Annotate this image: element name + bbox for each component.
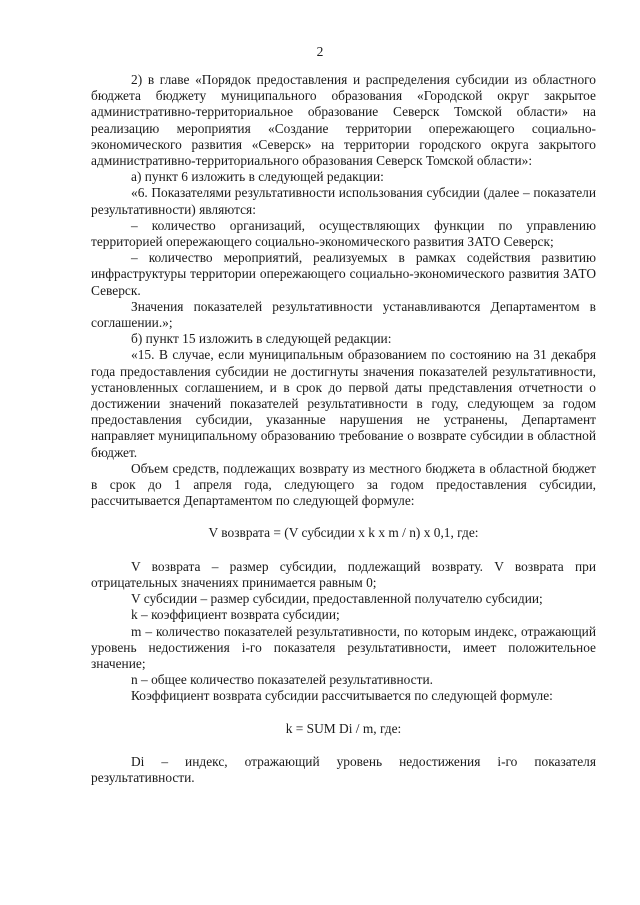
paragraph-indicator-organizations: – количество организаций, осуществляющих функции по управлению территорией опережающего социально-экономического развития ЗАТО Северск; — [91, 217, 596, 250]
formula-coefficient: k = SUM Di / m, где: — [285, 720, 402, 736]
definition-v-subsidy: V субсидии – размер субсидии, предоставленной получателю субсидии; — [131, 591, 543, 607]
paragraph-indicator-values: Значения показателей результативности устанавливаются Департаментом в соглашении.»; — [91, 298, 596, 331]
definition-m: m – количество показателей результативности, по которым индекс, отражающий уровень недостижения i-го показателя результативности, имеет положительное значение; — [91, 623, 596, 671]
definition-di: Di – индекс, отражающий уровень недостижения i-го показателя результативности. — [91, 753, 596, 785]
document-body — [91, 72, 596, 786]
definition-k: k – коэффициент возврата субсидии; — [131, 607, 340, 623]
paragraph-chapter-amendment: 2) в главе «Порядок предоставления и распределения субсидии из областного бюджета бюджету муниципального образования «Городской округ закрытое административно-территориальное образование Северск Томской области» на реализацию мероприятия «Создание территории опережающего социально-экономического развития «Северск» на территории городского округа закрытого административно-территориального образования Северск Томской области»: — [91, 72, 596, 169]
paragraph-item-6-text: «6. Показателями результативности использования субсидии (далее – показатели результативности) являются: — [91, 185, 596, 217]
paragraph-refund-volume: Объем средств, подлежащих возврату из местного бюджета в областной бюджет в срок до 1 апреля года, следующего за годом предоставления субсидии, рассчитывается Департаментом по следующей формуле: — [91, 460, 596, 509]
paragraph-indicator-events: – количество мероприятий, реализуемых в рамках содействия развитию инфраструктуры территории опережающего социально-экономического развития ЗАТО Северск. — [91, 250, 596, 298]
page-number: 2 — [316, 44, 324, 59]
formula-refund: V возврата = (V субсидии x k x m / n) x 0,1, где: — [208, 525, 479, 541]
paragraph-item-15-intro: б) пункт 15 изложить в следующей редакции: — [131, 331, 392, 347]
definition-v-refund: V возврата – размер субсидии, подлежащий возврату. V возврата при отрицательных значениях принимается равным 0; — [91, 558, 596, 590]
definition-n: n – общее количество показателей результативности. — [131, 672, 433, 688]
paragraph-item-6-intro: а) пункт 6 изложить в следующей редакции: — [131, 169, 384, 185]
paragraph-coefficient-intro: Коэффициент возврата субсидии рассчитывается по следующей формуле: — [131, 688, 553, 704]
paragraph-item-15-text: «15. В случае, если муниципальным образованием по состоянию на 31 декабря года предоставления субсидии не достигнуты значения показателей результативности, установленных соглашением, и в срок до первой даты представления отчетности о достижении значений показателей результативности в году, следующем за годом предоставления субсидии, указанные нарушения не устранены, Департамент направляет муниципальному образованию требование о возврате субсидии в областной бюджет. — [91, 347, 596, 460]
